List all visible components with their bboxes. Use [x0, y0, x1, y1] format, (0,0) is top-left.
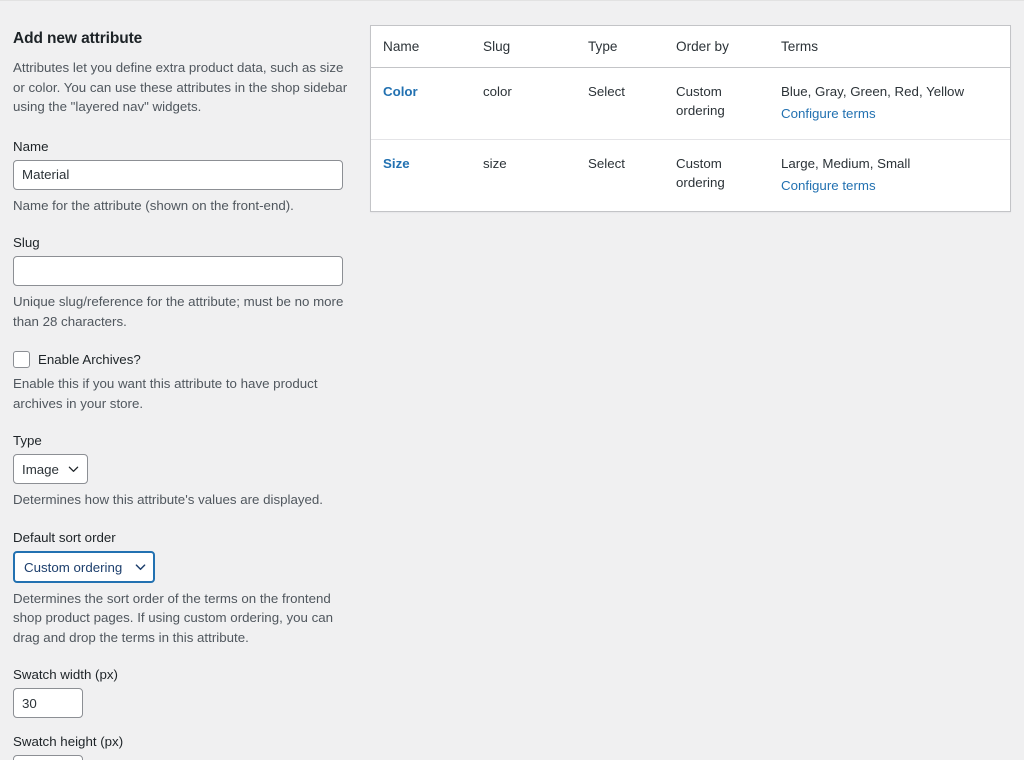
- cell-name: [371, 68, 483, 140]
- column-header-orderby: Order by: [676, 26, 781, 68]
- column-header-name: Name: [371, 26, 483, 68]
- sort-order-select[interactable]: [13, 551, 155, 583]
- cell-terms: [781, 68, 1010, 140]
- enable-archives-row[interactable]: [13, 351, 358, 368]
- name-field-help: Name for the attribute (shown on the front-end).: [13, 197, 294, 213]
- enable-archives-checkbox[interactable]: [13, 351, 30, 368]
- swatch-height-input[interactable]: [13, 755, 83, 760]
- swatch-width-label: Swatch width (px): [13, 667, 118, 682]
- type-field-label: Type: [13, 433, 42, 448]
- configure-terms-link[interactable]: Configure terms: [781, 106, 876, 121]
- swatch-height-label: Swatch height (px): [13, 734, 124, 749]
- type-select[interactable]: [13, 454, 88, 484]
- cell-slug: color: [483, 68, 588, 140]
- type-field-help: Determines how this attribute's values are displayed.: [13, 492, 323, 507]
- attributes-table-body: [371, 68, 1010, 212]
- column-header-slug: Slug: [483, 26, 588, 68]
- sort-order-help: Determines the sort order of the terms on the frontend shop product pages. If using custom ordering, you can drag and drop the terms in this attribute.: [13, 590, 334, 645]
- terms-list: Large, Medium, Small: [781, 156, 911, 171]
- cell-orderby: Custom ordering: [676, 156, 725, 190]
- cell-slug: size: [483, 156, 507, 171]
- cell-type: Select: [588, 156, 625, 171]
- cell-terms: [781, 140, 1010, 212]
- attribute-name-link[interactable]: Size: [383, 156, 410, 171]
- slug-field-help: Unique slug/reference for the attribute; must be no more than 28 characters.: [13, 294, 344, 329]
- add-attribute-form: [13, 30, 358, 760]
- configure-terms-link[interactable]: Configure terms: [781, 178, 876, 193]
- attribute-name-link[interactable]: Color: [383, 84, 418, 99]
- page-title: Add new attribute: [13, 30, 143, 47]
- column-header-terms: Terms: [781, 26, 1010, 68]
- column-header-type: Type: [588, 26, 676, 68]
- attributes-table: [371, 26, 1010, 211]
- enable-archives-help: Enable this if you want this attribute to have product archives in your store.: [13, 376, 318, 411]
- name-field-label: Name: [13, 138, 49, 154]
- cell-name: [371, 140, 483, 212]
- cell-orderby: Custom ordering: [676, 68, 781, 140]
- table-row: [371, 68, 1010, 140]
- sort-order-field-label: Default sort order: [13, 529, 116, 545]
- cell-type: Select: [588, 68, 676, 140]
- attributes-table-head: [371, 26, 1010, 68]
- terms-list: Blue, Gray, Green, Red, Yellow: [781, 84, 965, 99]
- page-top-strip: [0, 0, 1024, 8]
- attributes-table-container: [370, 25, 1011, 212]
- type-select-wrapper[interactable]: [13, 454, 88, 484]
- sort-order-select-wrapper[interactable]: [13, 551, 155, 583]
- table-header-row: [371, 26, 1010, 68]
- form-intro-text: Attributes let you define extra product data, such as size or color. You can use these attributes in the shop sidebar using the "layered nav" widgets.: [13, 60, 348, 114]
- swatch-width-input[interactable]: [13, 688, 83, 718]
- table-row: [371, 140, 1010, 212]
- slug-field-label: Slug: [13, 235, 40, 250]
- slug-input[interactable]: [13, 256, 343, 286]
- enable-archives-label: Enable Archives?: [38, 352, 141, 367]
- name-input[interactable]: [13, 160, 343, 190]
